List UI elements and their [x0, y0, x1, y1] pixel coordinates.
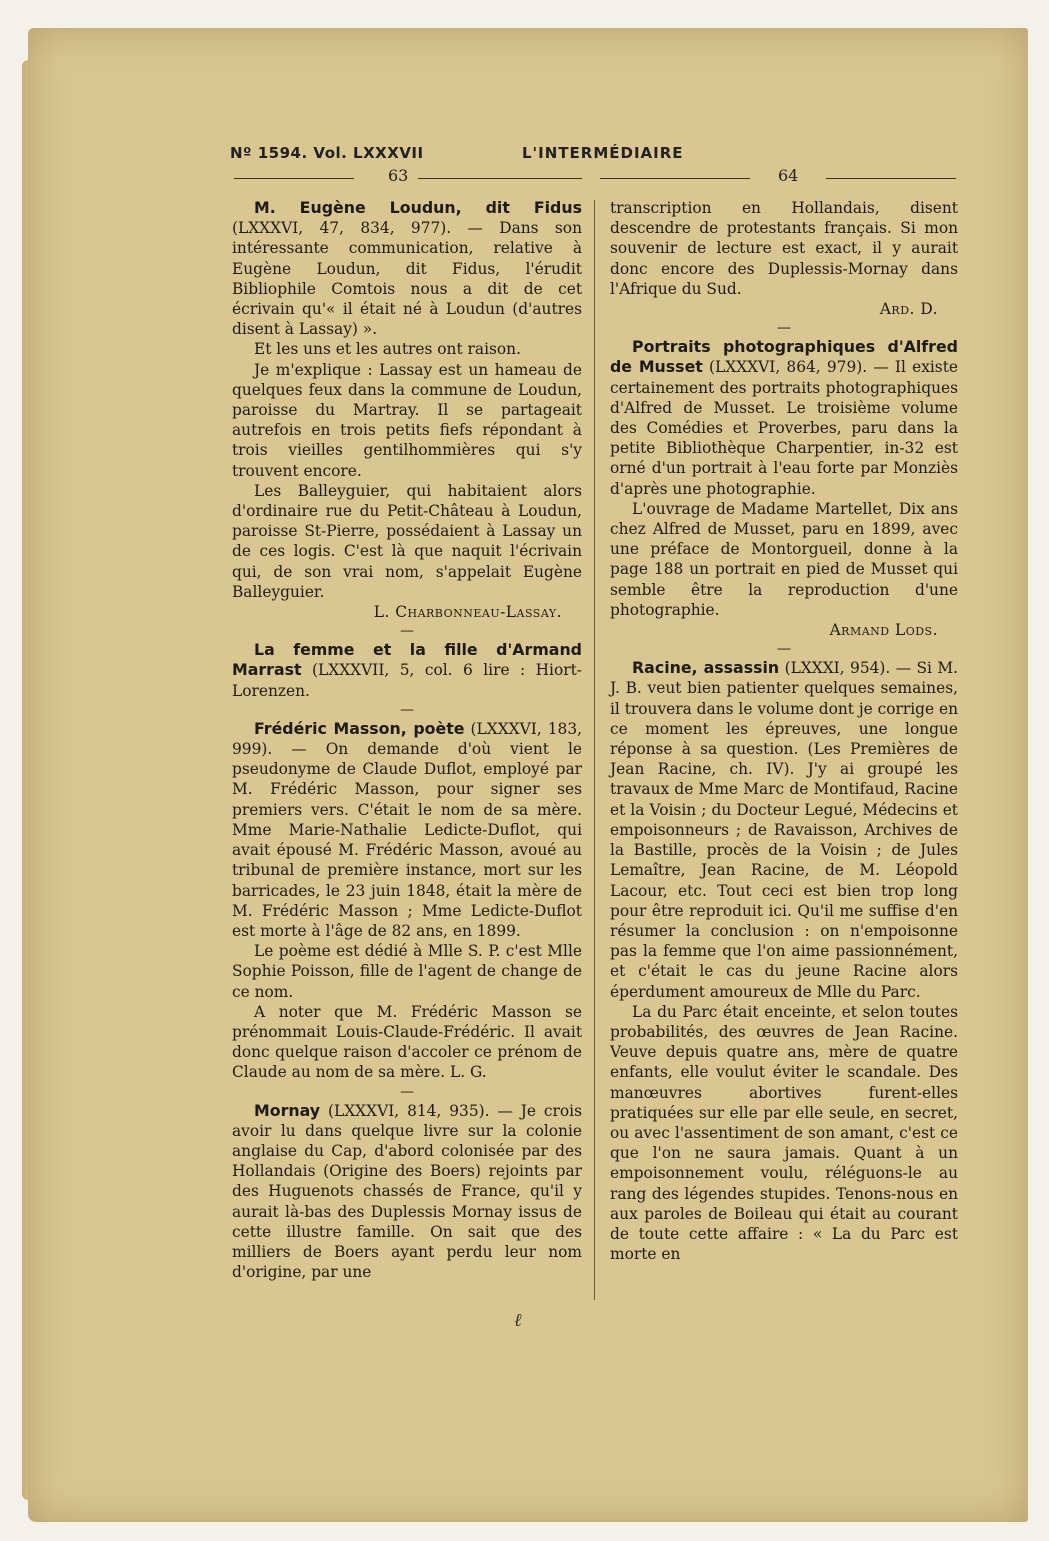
article-heading: Portraits photographiques d'Alfred de Musset — [610, 337, 958, 377]
paragraph: L'ouvrage de Madame Martellet, Dix ans chez Alfred de Musset, paru en 1899, avec une préface de Montorgueil, donne à la page 188 un portrait en pied de Musset qui semble être la reproduction d'une photographie. — [610, 499, 958, 619]
paragraph: Le poème est dédié à Mlle S. P. c'est Mlle Sophie Poisson, fille de l'agent de change de ce nom. — [232, 942, 582, 1001]
article-text: (LXXXVI, 814, 935). — Je crois avoir lu dans quelque livre sur la colonie anglaise du Cap, d'abord colonisée par des Hollandais (Origine des Boers) rejoints par des Huguenots chassés de France, qu'il y aurait là-bas des Duplessis Mornay issus de cette illustre famille. On sait que des milliers de Boers ayant perdu leur nom d'origine, par une — [232, 1101, 582, 1282]
page-number-left: 63 — [388, 166, 409, 185]
article-marrast — [232, 640, 582, 701]
article-text: (LXXXVII, 5, col. 6 lire : Hiort-Lorenzen. — [232, 661, 582, 700]
paragraph: Les Balleyguier, qui habitaient alors d'ordinaire rue du Petit-Château à Loudun, paroisse St-Pierre, possédaient à Lassay un de ces logis. C'est là que naquit l'écrivain qui, de son vrai nom, s'appelait Eugène Balleyguier. — [232, 481, 582, 601]
separator: — — [400, 623, 414, 640]
article-racine — [610, 658, 958, 1001]
article-heading: Racine, assassin — [632, 658, 780, 678]
separator: — — [400, 701, 414, 718]
column-divider — [594, 200, 595, 1300]
article-text: (LXXXVI, 864, 979). — Il existe certainement des portraits photographiques d'Alfred de Musset. Le troisième volume des Comédies et Proverbes, paru dans la petite Bibliothèque Charpentier, in-32 est orné d'un portrait à l'eau forte par Monziès d'après une photographie. — [610, 358, 958, 498]
bottom-mark: ℓ — [514, 1310, 522, 1331]
article-mornay — [232, 1101, 582, 1283]
article-musset — [610, 337, 958, 499]
left-column — [232, 198, 582, 1282]
separator: — — [777, 320, 791, 337]
paragraph: Je m'explique : Lassay est un hameau de quelques feux dans la commune de Loudun, paroisse du Martray. Il se partageait autrefois en trois petits fiefs répondant à trois vieilles gentilhommières qui s'y trouvent encore. — [232, 360, 582, 480]
running-header — [230, 144, 959, 168]
journal-title: L'INTERMÉDIAIRE — [522, 144, 684, 162]
article-heading: La femme et la fille d'Armand Marrast — [232, 640, 582, 680]
page-number-row-right — [600, 166, 958, 190]
issue-number: Nº 1594. Vol. LXXXVII — [230, 144, 424, 162]
paragraph: A noter que M. Frédéric Masson se prénommait Louis-Claude-Frédéric. Il avait donc quelque raison d'accoler ce prénom de Claude au nom de sa mère. L. G. — [232, 1002, 582, 1082]
signature: Armand Lods. — [829, 621, 938, 640]
article-heading: Mornay — [254, 1100, 321, 1120]
article-heading: Frédéric Masson, poète — [254, 718, 465, 738]
right-column — [610, 198, 958, 1264]
separator: — — [777, 641, 791, 658]
paragraph: transcription en Hollandais, disent descendre de protestants français. Si mon souvenir de lecture est exact, il y aurait donc encore des Duplessis-Mornay dans l'Afrique du Sud. — [610, 199, 958, 298]
page-number-row-left — [232, 166, 582, 190]
signature: Ard. D. — [879, 300, 938, 319]
article-loudun — [232, 198, 582, 339]
article-masson — [232, 719, 582, 941]
separator: — — [400, 1083, 414, 1100]
page-number-right: 64 — [778, 166, 799, 185]
paragraph: Et les uns et les autres ont raison. — [254, 340, 521, 359]
signature: L. Charbonneau-Lassay. — [373, 603, 562, 622]
article-text: (LXXXI, 954). — Si M. J. B. veut bien patienter quelques semaines, il trouvera dans le volume dont je corrige en ce moment les épreuves, une longue réponse à sa question. (Les Premières de Jean Racine, ch. IV). J'y ai groupé les travaux de Mme Marc de Montifaud, Racine et la Voisin ; du Docteur Legué, Médecins et empoisonneurs ; de Ravaisson, Archives de la Bastille, procès de la Voisin ; de Jules Lemaître, Jean Racine, de M. Léopold Lacour, etc. Tout ceci est bien trop long pour être reproduit ici. Qu'il me suffise d'en résumer la conclusion : on n'empoisonne pas la femme que l'on aime passionnément, et c'était le cas du jeune Racine alors éperdument amoureux de Mlle du Parc. — [610, 659, 959, 1001]
article-heading: M. Eugène Loudun, dit Fidus — [254, 198, 582, 217]
article-text: (LXXXVI, 183, 999). — On demande d'où vient le pseudonyme de Claude Duflot, employé par M. Frédéric Masson, pour signer ses premiers vers. C'était le nom de sa mère. Mme Marie-Nathalie Ledicte-Duflot, qui avait épousé M. Frédéric Masson, avoué au tribunal de première instance, mort sur les barricades, le 23 juin 1848, était la mère de M. Frédéric Masson ; Mme Ledicte-Duflot est morte à l'âge de 82 ans, en 1899. — [232, 719, 582, 940]
paragraph: La du Parc était enceinte, et selon toutes probabilités, des œuvres de Jean Racine. Veuve depuis quatre ans, mère de quatre enfants, elle voulut éviter le scandale. Des manœuvres abortives furent-elles pratiquées sur elle par elle seule, en secret, ou avec l'assentiment de son amant, c'est ce que l'on ne saura jamais. Quant à un empoisonnement voulu, réléguons-le au rang des légendes stupides. Tenons-nous en aux paroles de Boileau qui était au courant de toute cette affaire : « La du Parc est morte en — [610, 1002, 958, 1264]
article-text: (LXXXVI, 47, 834, 977). — Dans son intéressante communication, relative à Eugène Loudun, dit Fidus, l'érudit Bibliophile Comtois nous a dit de cet écrivain qu'« il était né à Loudun (d'autres disent à Lassay) ». — [232, 219, 582, 339]
